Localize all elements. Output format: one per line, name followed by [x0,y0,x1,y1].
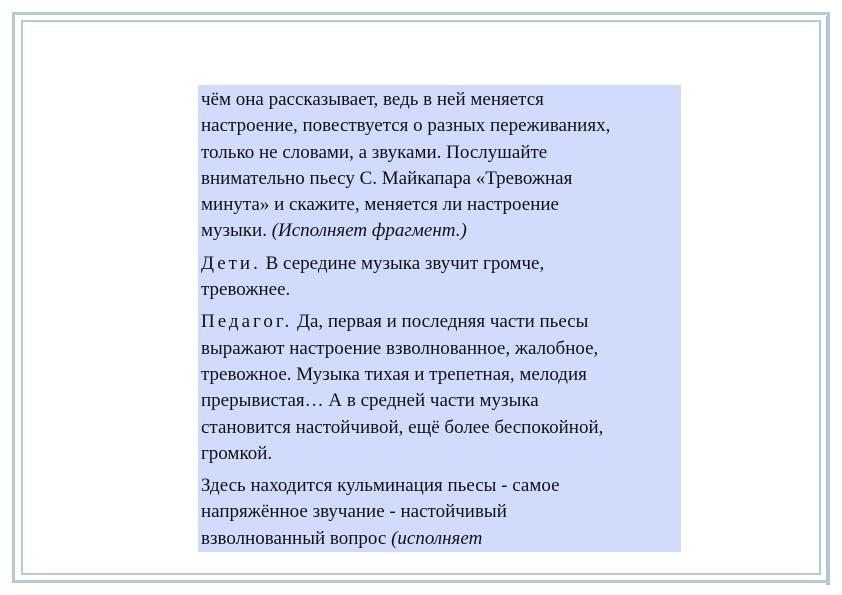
paragraph-children [201,251,677,304]
text-line: минута» и скажите, меняется ли настроение [201,194,559,216]
speaker-label: Педагог. [201,311,293,333]
text-line: становится настойчивой, ещё более беспокойной, [201,416,604,438]
paragraph-culmination [201,473,677,552]
text-block [198,85,681,552]
text-line: музыки. [201,220,272,242]
text-line: прерывистая… А в средней части музыка [201,390,539,412]
text-line: напряжённое звучание - настойчивый [201,501,507,523]
paragraph-intro [201,87,677,245]
text-line: взволнованный вопрос [201,527,392,549]
text-line: только не словами, а звуками. Послушайте [201,141,548,163]
text-line: громкой. [201,442,273,464]
stage-direction: (исполняет [391,527,483,549]
text-line: выражают настроение взволнованное, жалобное, [201,337,599,359]
text-line: Да, первая и последняя части пьесы [292,311,589,333]
text-line: В середине музыка звучит громче, [260,252,545,274]
text-line: внимательно пьесу С. Майкапара «Тревожная [201,167,573,189]
paragraph-teacher [201,309,677,467]
stage-direction: (Исполняет фрагмент.) [271,220,467,242]
text-line: тревожнее. [201,279,291,301]
speaker-label: Дети. [201,252,261,274]
text-line: настроение, повествуется о разных переживаниях, [201,115,611,137]
text-line: Здесь находится кульминация пьесы - самое [201,475,560,497]
text-line: чём она рассказывает, ведь в ней меняется [201,89,544,110]
text-line: тревожное. Музыка тихая и трепетная, мелодия [201,363,587,385]
